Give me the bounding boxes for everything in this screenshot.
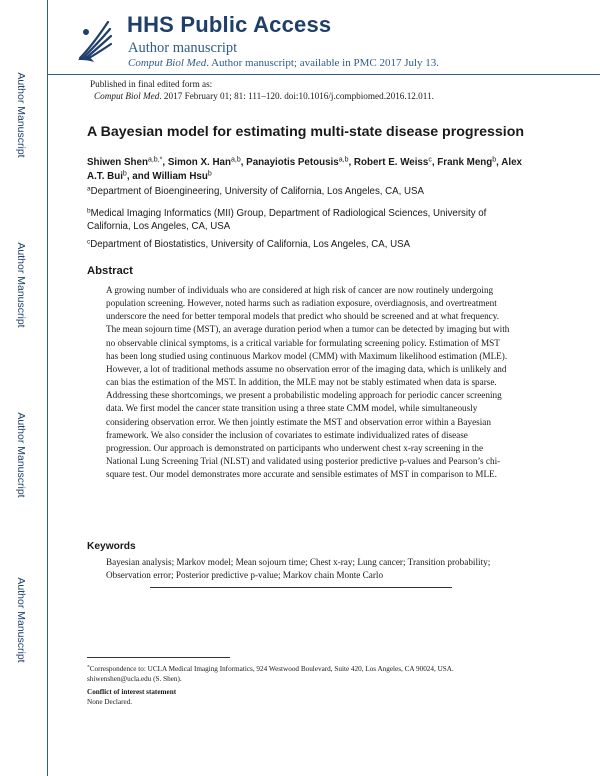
header-divider	[48, 74, 600, 75]
author-list: Shiwen Shen$^{a,b,*}$, Simon X. Han$^{a,b}$, Panayiotis Petousis$^{a,b}$, Robert E. Weiss$^c$, Frank Meng$^b$, Alex A.T. Bui$^b$, and William Hsu$^b$	[87, 156, 522, 182]
author-name: Alex A.T. Bui	[87, 157, 522, 182]
affiliation: $^c$Department of Biostatistics, University of California, Los Angeles, CA, USA	[87, 238, 411, 250]
author-name: Frank Meng	[437, 157, 493, 168]
hhs-eagle-logo-icon	[74, 14, 114, 66]
keywords-heading: Keywords	[87, 541, 136, 552]
author-name: Panayiotis Petousis	[246, 157, 339, 168]
hhs-public-access-title: HHS Public Access	[127, 12, 332, 37]
conflict-of-interest-heading: Conflict of interest statement	[87, 688, 177, 696]
abstract-heading: Abstract	[87, 265, 133, 277]
footnote-divider	[87, 657, 230, 658]
conflict-of-interest-text: None Declared.	[87, 698, 133, 706]
author-name: William Hsu	[152, 170, 208, 182]
side-label-author-manuscript: Author Manuscript	[15, 242, 27, 328]
author-manuscript-label: Author manuscript	[128, 40, 238, 56]
keywords-divider	[150, 587, 452, 588]
author-name: Shiwen Shen	[87, 157, 148, 168]
author-name: Simon X. Han	[167, 157, 231, 168]
author-name: Robert E. Weiss	[353, 157, 429, 168]
side-label-author-manuscript: Author Manuscript	[15, 412, 27, 498]
abstract-text: A growing number of individuals who are considered at high risk of cancer are now routinely undergoing population screening. However, noted harms such as radiation exposure, overdiagnosis, and overtreatment underscore the need for better temporal models that predict who should be screened and at what frequency. The mean sojourn time (MST), an average duration period when a tumor can be detected by imaging but with no observable clinical symptoms, is a critical variable for formulating screening policy. Estimation of MST has been long studied using continuous Markov model (CMM) with Maximum likelihood estimation (MLE). However, a lot of traditional methods assume no observation error of the imaging data, which is unlikely and can bias the estimation of the MST. In addition, the MLE may not be stably estimated when data is sparse. Addressing these shortcomings, we present a probabilistic modeling approach for periodic cancer screening data. We first model the cancer state transition using a three state CMM model, while simultaneously considering observation error. We then jointly estimate the MST and observation error within a Bayesian framework. We also consider the inclusion of covariates to estimate individualized rates of disease progression. Our approach is demonstrated on participants who underwent chest x-ray screening in the National Lung Screening Trial (NLST) and validated using posterior predictive p-values and Pearson’s chi-square test. Our model demonstrates more accurate and sensible estimates of MST in comparison to MLE.	[106, 285, 510, 480]
keywords-text: Bayesian analysis; Markov model; Mean sojourn time; Chest x-ray; Lung cancer; Transition probability; Observation error; Posterior predictive p-value; Markov chain Monte Carlo	[106, 557, 491, 581]
published-in-label: Published in final edited form as:	[90, 79, 213, 89]
affiliation: $^a$Department of Bioengineering, University of California, Los Angeles, CA, USA	[87, 185, 424, 197]
affiliation: $^b$Medical Imaging Informatics (MII) Group, Department of Radiological Sciences, University of California, Los Angeles, CA, USA	[87, 207, 487, 233]
side-label-author-manuscript: Author Manuscript	[15, 72, 27, 158]
margin-rule	[47, 0, 48, 776]
correspondence-footnote: *Correspondence to: UCLA Medical Imaging Informatics, 924 Westwood Boulevard, Suite 420, Los Angeles, CA 90024, USA. shiwenshen@ucla.edu (S. Shen).	[87, 664, 454, 683]
journal-availability-line: Comput Biol Med. Author manuscript; available in PMC 2017 July 13.	[128, 57, 440, 69]
article-title: A Bayesian model for estimating multi-state disease progression	[87, 124, 525, 140]
citation-line: Comput Biol Med. 2017 February 01; 81: 111–120. doi:10.1016/j.compbiomed.2016.12.011.	[94, 91, 434, 101]
side-label-author-manuscript: Author Manuscript	[15, 577, 27, 663]
